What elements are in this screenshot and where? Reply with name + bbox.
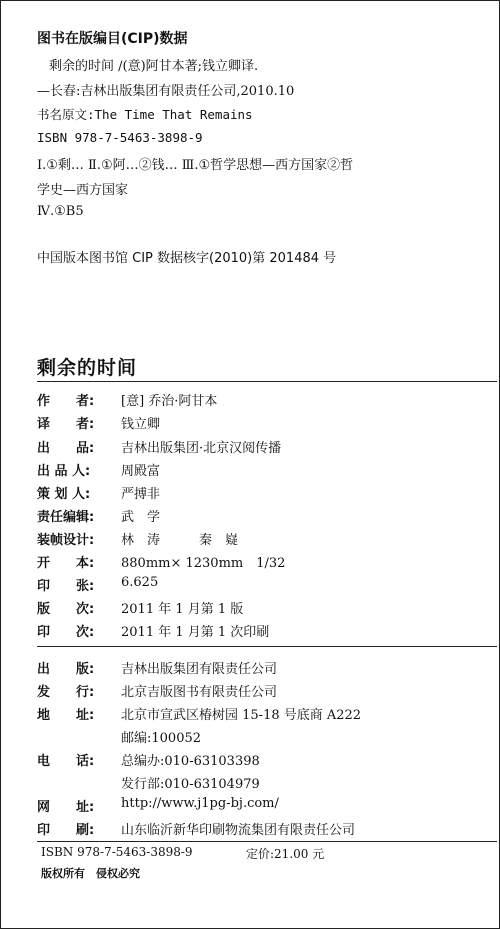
credit-value: 吉林出版集团·北京汉阅传播 <box>121 441 282 456</box>
phone-label: 电 话: <box>37 754 95 769</box>
credit-label: 责任编辑: <box>37 510 95 525</box>
credit-value: 周殿富 <box>121 464 161 479</box>
cip-line-4: ISBN 978-7-5463-3898-9 <box>37 130 203 145</box>
cip-line-1: 剩余的时间 /(意)阿甘本著;钱立卿译. <box>49 59 259 74</box>
credits-rule <box>37 646 497 647</box>
title-rule <box>37 381 497 382</box>
credit-label: 出 品 人: <box>37 464 91 479</box>
credit-value: [意] 乔治·阿甘本 <box>121 394 218 409</box>
credit-value: 2011 年 1 月第 1 次印刷 <box>121 625 270 640</box>
address-label: 地 址: <box>37 708 95 723</box>
website-link[interactable]: http://www.j1pg-bj.com/ <box>121 796 279 811</box>
distributor-value: 北京吉版图书有限责任公司 <box>121 685 278 700</box>
cip-line-7: Ⅳ.①B5 <box>37 204 84 219</box>
credit-label: 印 次: <box>37 625 95 640</box>
cip-core-data: 中国版本图书馆 CIP 数据核字(2010)第 201484 号 <box>37 251 337 266</box>
credit-label: 策 划 人: <box>37 487 91 502</box>
credit-label: 出 品: <box>37 441 95 456</box>
credit-value: 严搏非 <box>121 487 161 502</box>
cip-line-3: 书名原文:The Time That Remains <box>37 107 253 122</box>
credit-value: 林 涛 秦 嶷 <box>121 533 239 548</box>
cip-line-6: 学史—西方国家 <box>37 183 129 198</box>
credit-value: 880mm× 1230mm 1/32 <box>121 556 286 571</box>
publisher-label: 出 版: <box>37 662 95 677</box>
printer-value: 山东临沂新华印刷物流集团有限责任公司 <box>121 823 356 838</box>
credit-value: 钱立卿 <box>121 417 161 432</box>
credit-label: 版 次: <box>37 602 95 617</box>
postcode: 邮编:100052 <box>121 731 202 746</box>
website-label: 网 址: <box>37 800 95 815</box>
footer-isbn: ISBN 978-7-5463-3898-9 <box>41 845 193 859</box>
footer-rule <box>37 841 497 842</box>
printer-label: 印 刷: <box>37 823 95 838</box>
book-title: 剩余的时间 <box>37 357 138 379</box>
credit-label: 译 者: <box>37 417 95 432</box>
phone-distribution: 发行部:010-63104979 <box>121 777 260 792</box>
credit-label: 印 张: <box>37 579 95 594</box>
credit-value: 武 学 <box>121 510 161 525</box>
price: 定价:21.00 元 <box>246 847 325 861</box>
credit-value: 2011 年 1 月第 1 版 <box>121 602 244 617</box>
credit-label: 作 者: <box>37 394 95 409</box>
address-value: 北京市宣武区椿树园 15-18 号底商 A222 <box>121 708 362 723</box>
rights-notice: 版权所有 侵权必究 <box>41 867 140 880</box>
phone-editorial: 总编办:010-63103398 <box>121 754 260 769</box>
credit-value: 6.625 <box>121 575 159 590</box>
credit-label: 开 本: <box>37 556 95 571</box>
cip-line-2: —长春:吉林出版集团有限责任公司,2010.10 <box>37 84 295 99</box>
publisher-value: 吉林出版集团有限责任公司 <box>121 662 278 677</box>
distributor-label: 发 行: <box>37 685 95 700</box>
cip-line-5: Ⅰ.①剩… Ⅱ.①阿…②钱… Ⅲ.①哲学思想—西方国家②哲 <box>37 158 354 173</box>
credit-label: 装帧设计: <box>37 533 95 548</box>
cip-heading: 图书在版编目(CIP)数据 <box>37 31 188 47</box>
